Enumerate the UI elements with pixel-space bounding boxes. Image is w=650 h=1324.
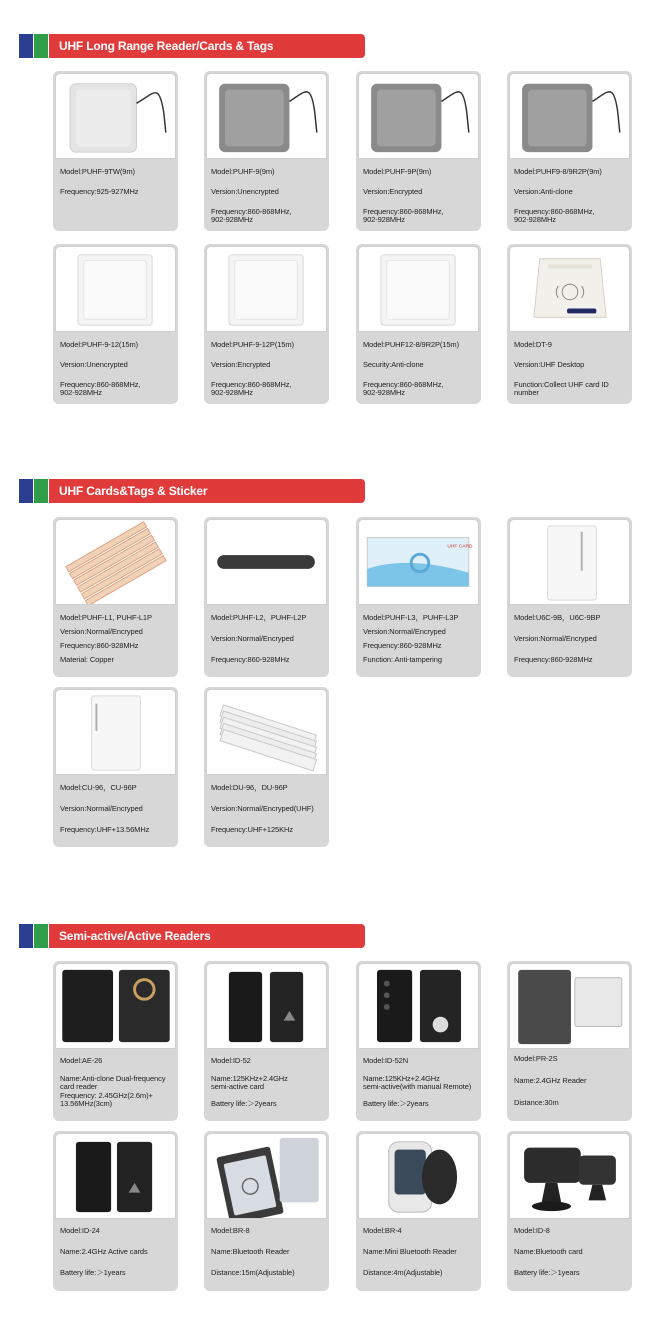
product-card-pr-2s[interactable] — [507, 961, 632, 1121]
spec-model: Model:PUHF-L1, PUHF-L1P — [60, 613, 152, 622]
product-photo — [509, 73, 630, 159]
uhf-card-sticker-image — [359, 520, 478, 604]
spec-name: Name:2.4GHz Reader — [514, 1076, 587, 1085]
spec-frequency: Frequency:860-868MHz, 902-928MHz — [363, 380, 444, 397]
product-photo — [509, 246, 630, 332]
spec-frequency: Frequency:860-868MHz, 902-928MHz — [211, 207, 292, 224]
spec-distance: Distance:15m(Adjustable) — [211, 1268, 295, 1277]
white-card-image — [56, 690, 175, 774]
spec-frequency: Frequency: 2.45GHz(2.6m)+ 13.56MHz(3cm) — [60, 1091, 153, 1108]
product-photo — [206, 519, 327, 605]
spec-frequency: Frequency:860-868MHz, 902-928MHz — [60, 380, 141, 397]
spec-security: Security:Anti-clone — [363, 360, 424, 369]
spec-frequency: Frequency:UHF+13.56MHz — [60, 825, 150, 834]
product-card-br-4[interactable] — [356, 1131, 481, 1291]
header-blue-block — [19, 34, 33, 58]
product-card-id-8[interactable] — [507, 1131, 632, 1291]
spec-model: Model:PUHF-9(9m) — [211, 167, 275, 176]
product-photo — [206, 246, 327, 332]
sticker-label: UHF CARD — [447, 544, 473, 550]
product-photo — [509, 1133, 630, 1219]
product-card-puhf-9-12p[interactable] — [204, 244, 329, 404]
black-card-image — [56, 1134, 175, 1218]
product-photo — [206, 73, 327, 159]
product-card-cu-96[interactable] — [53, 687, 178, 847]
spec-model: Model:PUHF9-8/9R2P(9m) — [514, 167, 602, 176]
bluetooth-reader-image — [207, 1134, 326, 1218]
product-card-dt-9[interactable] — [507, 244, 632, 404]
product-photo — [206, 1133, 327, 1219]
spec-battery: Battery life:＞2years — [363, 1099, 429, 1108]
spec-model: Model:PR-2S — [514, 1054, 558, 1063]
spec-version: Version:Normal/Encryped — [363, 627, 446, 636]
spec-model: Model:PUHF-L3，PUHF-L3P — [363, 613, 459, 622]
desktop-reader-image — [510, 247, 629, 331]
product-card-puhf-l1[interactable] — [53, 517, 178, 677]
spec-function: Function: Anti-tampering — [363, 655, 442, 664]
uhf-reader-white-image — [56, 247, 175, 331]
product-photo — [55, 1133, 176, 1219]
section-header-uhf-readers — [19, 34, 365, 58]
spec-frequency: Frequency:860-868MHz, 902-928MHz — [211, 380, 292, 397]
spec-model: Model:PUHF-9P(9m) — [363, 167, 432, 176]
product-photo — [206, 689, 327, 775]
spec-frequency: Frequency:860-928MHz — [363, 641, 442, 650]
spec-distance: Distance:30m — [514, 1098, 559, 1107]
spec-model: Model:BR-4 — [363, 1226, 402, 1235]
product-card-puhf-9-12[interactable] — [53, 244, 178, 404]
spec-model: Model:PUHF12-8/9R2P(15m) — [363, 340, 459, 349]
product-card-br-8[interactable] — [204, 1131, 329, 1291]
product-card-id-52n[interactable] — [356, 961, 481, 1121]
uhf-reader-white-image — [359, 247, 478, 331]
mini-bluetooth-reader-image — [359, 1134, 478, 1218]
spec-battery: Battery life:＞1years — [60, 1268, 126, 1277]
spec-model: Model:PUHF-L2，PUHF-L2P — [211, 613, 307, 622]
grey-reader-image — [510, 964, 629, 1048]
header-green-block — [34, 479, 48, 503]
white-card-image — [510, 520, 629, 604]
spec-model: Model:AE-26 — [60, 1056, 103, 1065]
spec-name: Name:Mini Bluetooth Reader — [363, 1247, 457, 1256]
product-card-puhf-l2[interactable] — [204, 517, 329, 677]
spec-model: Model:PUHF-9-12P(15m) — [211, 340, 294, 349]
product-photo — [509, 963, 630, 1049]
section-title: UHF Long Range Reader/Cards & Tags — [59, 39, 274, 53]
spec-model: Model:BR-8 — [211, 1226, 250, 1235]
spec-name: Name:Bluetooth card — [514, 1247, 583, 1256]
spec-frequency: Frequency:860-928MHz — [514, 655, 593, 664]
spec-battery: Battery life:＞1years — [514, 1268, 580, 1277]
product-card-puhf-9p[interactable] — [356, 71, 481, 231]
product-photo — [358, 1133, 479, 1219]
section-header-uhf-cards — [19, 479, 365, 503]
product-photo — [55, 519, 176, 605]
header-green-block — [34, 34, 48, 58]
spec-version: Version:Normal/Encryped — [514, 634, 597, 643]
uhf-reader-grey-image — [510, 74, 629, 158]
spec-version: Version:Unencrypted — [60, 360, 128, 369]
black-remote-card-image — [359, 964, 478, 1048]
uhf-reader-grey-image — [207, 74, 326, 158]
spec-name: Name:125KHz+2.4GHz semi-active card — [211, 1074, 288, 1091]
spec-function: Function:Collect UHF card ID number — [514, 380, 609, 397]
spec-frequency: Frequency:860-928MHz — [211, 655, 290, 664]
spec-version: Version:Unencrypted — [211, 187, 279, 196]
spec-version: Version:Normal/Encryped — [60, 627, 143, 636]
spec-version: Version:UHF Desktop — [514, 360, 585, 369]
spec-frequency: Frequency:860-928MHz — [60, 641, 139, 650]
section-title: Semi-active/Active Readers — [59, 929, 211, 943]
product-card-puhf9-8-9r2p[interactable] — [507, 71, 632, 231]
spec-version: Version:Normal/Encryped — [211, 634, 294, 643]
spec-frequency: Frequency:860-868MHz, 902-928MHz — [514, 207, 595, 224]
uhf-reader-white-image — [207, 247, 326, 331]
product-photo — [358, 73, 479, 159]
product-card-puhf12-8-9r2p[interactable] — [356, 244, 481, 404]
header-blue-block — [19, 479, 33, 503]
spec-model: Model:ID-52 — [211, 1056, 251, 1065]
section-header-active-readers — [19, 924, 365, 948]
product-photo — [55, 963, 176, 1049]
spec-frequency: Frequency:860-868MHz, 902-928MHz — [363, 207, 444, 224]
card-stack-image — [207, 690, 326, 774]
spec-model: Model:PUHF-9TW(9m) — [60, 167, 135, 176]
product-card-id-52[interactable] — [204, 961, 329, 1121]
spec-name: Name:125KHz+2.4GHz semi-active(with manual Remote) — [363, 1074, 472, 1091]
spec-battery: Battery life:＞2years — [211, 1099, 277, 1108]
spec-model: Model:PUHF-9-12(15m) — [60, 340, 139, 349]
product-photo — [55, 246, 176, 332]
spec-model: Model:ID-8 — [514, 1226, 550, 1235]
uhf-reader-grey-image — [359, 74, 478, 158]
spec-model: Model:CU-96，CU-96P — [60, 783, 137, 792]
spec-distance: Distance:4m(Adjustable) — [363, 1268, 443, 1277]
uhf-reader-white-image — [56, 74, 175, 158]
uhf-tag-bar-image — [207, 520, 326, 604]
product-card-id-24[interactable] — [53, 1131, 178, 1291]
product-card-puhf-9tw[interactable] — [53, 71, 178, 231]
product-photo — [358, 519, 479, 605]
product-photo — [55, 73, 176, 159]
spec-model: Model:DU-96，DU-96P — [211, 783, 288, 792]
spec-version: Version:Encrypted — [211, 360, 271, 369]
spec-version: Version:Normal/Encryped(UHF) — [211, 804, 314, 813]
spec-version: Version:Encrypted — [363, 187, 423, 196]
product-card-puhf-l3[interactable] — [356, 517, 481, 677]
header-blue-block — [19, 924, 33, 948]
spec-name: Name:Anti-clone Dual-frequency card reader — [60, 1074, 166, 1091]
spec-model: Model:DT-9 — [514, 340, 552, 349]
spec-name: Name:Bluetooth Reader — [211, 1247, 290, 1256]
product-card-u6c-9b[interactable] — [507, 517, 632, 677]
spec-model: Model:ID-24 — [60, 1226, 100, 1235]
bluetooth-card-image — [510, 1134, 629, 1218]
product-photo — [509, 519, 630, 605]
product-photo — [55, 689, 176, 775]
header-green-block — [34, 924, 48, 948]
spec-name: Name:2.4GHz Active cards — [60, 1247, 148, 1256]
product-photo — [358, 246, 479, 332]
spec-version: Version:Normal/Encryped — [60, 804, 143, 813]
spec-frequency: Frequency:UHF+125KHz — [211, 825, 293, 834]
black-reader-image — [56, 964, 175, 1048]
spec-model: Model:ID-52N — [363, 1056, 409, 1065]
uhf-tag-strips-image — [56, 520, 175, 604]
spec-frequency: Frequency:925-927MHz — [60, 187, 139, 196]
product-photo — [206, 963, 327, 1049]
product-card-puhf-9[interactable] — [204, 71, 329, 231]
product-card-ae-26[interactable] — [53, 961, 178, 1121]
spec-model: Model:U6C-9B，U6C-9BP — [514, 613, 601, 622]
product-card-du-96[interactable] — [204, 687, 329, 847]
black-card-image — [207, 964, 326, 1048]
product-photo — [358, 963, 479, 1049]
spec-material: Material: Copper — [60, 655, 114, 664]
spec-version: Version:Anti-clone — [514, 187, 573, 196]
section-title: UHF Cards&Tags & Sticker — [59, 484, 208, 498]
